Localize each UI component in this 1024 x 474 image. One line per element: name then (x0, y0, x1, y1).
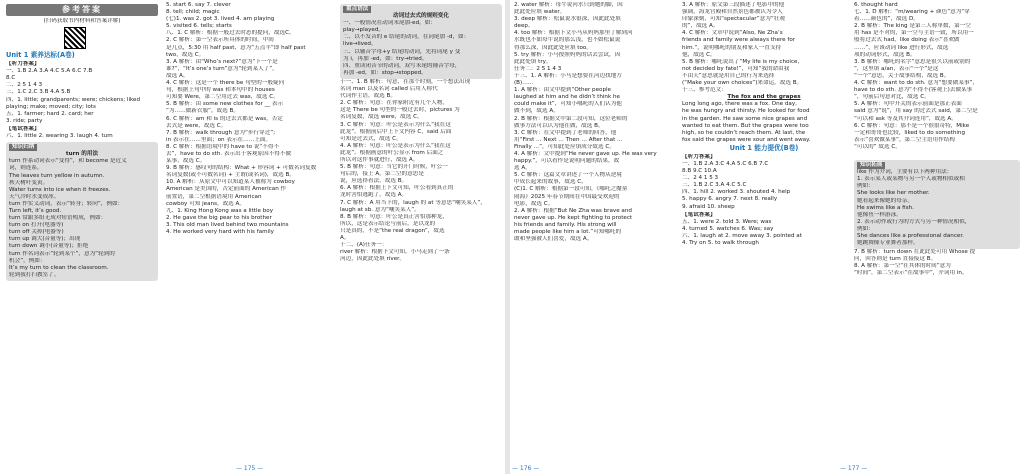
knowledge-box-tag: 知识归纳 (9, 144, 37, 151)
answer-key-header: 参考答案 (6, 4, 158, 16)
right-column-3: 6. thought hard 七、1. D 解析：“m/wearing + 颜色”意为“穿 着……颜色的”，故选 D。 2. B 解析：The king 是第三人称单数，第一空 用 has 是不对的，第一空与主语一致，所以用一 般将过去式 had，like doing 表示“喜欢做 ……”，应该动词 like 进行形式，故选 项的动词形式，故选 B。 3. B 解析：哪吒的名字“意思是很久以前或别的 ”，这里填 a/an，表示“一个”是这 “一个”意思，关于故事结构，故选 B。 4. C 解析：want to do sth. 意为“想要做某事”， have to do sth. 意为“不得不(客观上)去做某事 ”，句前后句意对比，故选 C。 5. A 解析：句中开关的表示前面是那正表面 said 意为“说”，用 say 的过去式 said，第二空是 “可以和 ask 等及其介词连用”，故选 A。 6. C 解析：句意：那不是一个很很奇特，Mike 一定和哥哥也比较，liked to do something 表示“喜欢做某事”，第二空主语用作结构 “可以的” 故选 C。 知识拓展 like 作为介词，主要有以下两种用法： 1. 表示某人或某物与另一个人或物相似或相 例如： She looks like her mother. 她看起来像她的母亲。 He swims like a fish. 他像鱼一样游泳。 2. 表示动作或行为的方式与另一种情况相似， 例如： She dances like a professional dancer. 她跳舞像专业舞者那样。 7. B 解析：turn down 在此此处可用 Whose 提 问，回答则是 turn 直接接这 B。 8. A 解析：第一空“在其体的时间”意为 “时间”，第二空表示“在故事中”，介词用 in。 (854, 2, 1020, 278)
written-section-title: 【笔试答案】 (6, 125, 40, 132)
written-section-title-b: 【笔试答案】 (682, 211, 716, 218)
listening-section-title-b: 【听力答案】 (682, 153, 716, 160)
right-column-2: 3. A 解析：原文第三段描述了电影中的他 强调，海龙宫殿和自然景色都被认为令人 印象深刻，可知“spectacular”意为“壮观 的”，故选 A。 4. C 解析：文章中说到“Also, Ne Zha’s friends and family were always there for him.”，说明哪吒的朋友和家人一直支持 他，故选 C。 5. B 解析：哪吒说出了“My life is my choice, not decided by fate!”，可知“我的命由我 不由天”意思就是用自己的行为来选择 (“Make your own choices”)来命运，故选 B。 十三、参考范文： The fox and the grapes Long long ago, there was a fox. One day, he was hungry and thirsty. He looked for food in the garden. He saw some nice grapes and wanted to eat them. But the grapes were too high, so he couldn’t reach them. At last, the fox said the grapes were sour and went away. Unit 1 能力提优(B卷) 【听力答案】 一、1.B 2.A 3.C 4.A 5.C 6.B 7.C 8.B 9.C 10.A 二、2 4 1 5 3 三、1.B 2.C 3.A 4.C 5.C 四、1. hill 2. worked 3. shouted 4. help 5. happy 6. angry 7. next 8. really 9. afraid 10. sheep 【笔试答案】 五、1. were 2. told 3. Were; was 4. turned 5. watches 6. Was; say 六、1. laugh at 2. move away 3. pointed at 4. Try on 5. to walk through (682, 2, 846, 247)
page-number: — 175 — (236, 465, 264, 472)
left-column-2: 5. start 6. say 7. clever 8. tell; child; magic (七)1. was 2. got 3. lived 4. am playing 5. visited 6. tells; starts 八、1. C 解析：根据一般过去时态的提问，故选C。 2. C 解析：第一空表示所具体的时间，中间 是几点，5:30 用 half past，意为“五点半”即 half past two，故选 C。 3. A 解析：由“Who’s next?”意为“下一个是 谁?”，“It’s one’s turn”意为“轮到某人了”， 故选 A。 4. C 解析：这是一个 there be 句型的一般疑问 句，根据上句中的 was 和本句中的 houses 可知要 Were，第二空用过去 was，故选 C。 5. B 解析：由 some new clothes for __ 表示 “为……做新衣服”，故选 B。 6. C 解析：am 和 is 的过去式都是 was，否定 去式是 were，故选 C。 7. B 解析：walk through 意为“步行穿过”; in 表示在……里面；on 表示在……上面。 8. C 解析：根据语境中的 have to 说“不得不 去”，have to do sth. 表示出于客观原因不得不做 某事，故选 C。 9. B 解析：感叹句的结构：What + 形容词 + 可数名词复数 名词复数(或不可数名词) + 主谓(或名词)，故选 B。 10. A 解析：从原文中可以知道某人被称为 cowboy American 是美国的，否定前面的 American 作 前置语，第二空根据语境用 American cowboy 可知 jeans，故选 A。 九、1. King Hong Kong was a little boy 2. He gave the big pear to his brother 3. This old man lived behind two mountains 4. He worked very hard with his family (166, 2, 317, 235)
grammar-box: 重点语法 动词过去式的规则变化 一、一般情况在动词末尾加-ed，如： play→played。 二、以不发音的 e 结尾的动词，在词尾加 -d，如： live→lived。 三、以辅音字母+y 结尾的动词，先将词尾 y 变 为 i，再加 -ed，如：try→tried。 四、重读闭音节的动词，双写末尾的辅音字母， 再加 -ed，如：stop→stopped。 (340, 4, 502, 79)
listening-answers: 一、1.B 2.A 3.A 4.C 5.A 6.C 7.B 8.C 二、2 5 1 4 3 三、1.C 2.C 3.B 4.A 5.B 四、1. little; grandparents; were; chickens; liked playing; make; moved; city; lots 五、1. farmer; hard 2. card; her 3. ride; party (6, 68, 141, 124)
right-page (510, 0, 1024, 474)
unit-title-b: Unit 1 能力提优(B卷) (729, 143, 799, 152)
knowledge-box-title: turn 的用法 (65, 151, 99, 158)
answer-key-subtitle: (扫码获取书内材料和答案详解) (43, 18, 121, 24)
left-column-3: 重点语法 动词过去式的规则变化 一、一般情况在动词末尾加-ed，如： play→played。 二、以不发音的 e 结尾的动词，在词尾加 -d，如： live→lived。 三、以辅音字母+y 结尾的动词，先将词尾 y 变 为 i，再加 -ed，如：try→tried。 四、重读闭音节的动词，双写末尾的辅音字母， 再加 -ed，如：stop→stopped。 十一、1. B 解析：句意，在那个时刻，一个想法出现 名词 man 以及名词 called 后用人称代 代词作主语，故选 B。 2. C 解析：句意：在你家附近有几个人物， 这是 There be 句型的一般过去时，pictures 为 名词复数，故选 were，故选 C。 3. C 解析：句意：叶公是表示为什么“我在这 此龙”。根据前后中上下文内容 C，said 后面 可知是过去式，故选 C。 4. A 解析：句意：叶公是表示为什么“我在这 此龙”。根据画意的叶公显示 from 后面之 所以对这件事就进行，故选 A。 5. B 解析：句意：当它的开门时候，叶公一 句后的，接上 A，第二空的意思是 说，应选择看法，故选 B。 6. A 解析：根据上下文可知，叶公看到真正的 龙时害怕逃跑了，故选 A。 7. C 解析：A 用当下的，laugh 的 at 等意思“嘲笑某人”， laugh at sb. 意为“嘲笑某人”。 8. B 解析：句意：叶公是真正害怕那种龙， 所以，这是表示结论与前后，是以龙的 只是真的，不是“the real dragon”，故选 A。 十二、(A)任务一： river 解析：根据下文可知，小马走到了一条 河边，因此此处填 river。 (340, 2, 502, 263)
page-number-right-2: — 177 — (840, 465, 868, 472)
listening-section-title: 【听力答案】 (6, 61, 40, 68)
knowledge-box: 知识归纳 turn 的用法 turn 作系动词表示“变得”，和 become 是近义 词，则连系。 The leaves turn yellow in autumn. 秋天树叶变黄。 Water turns into ice when it freezes. 天气冷时水变成冰。 turn 作实义动词，表示“转身；转向”，例如： Turn left, it’s good. turn 常跟多组无成对短语构成，例如： turn on 打开(电器等) turn off 关掉(电器等) turn up 调大(音量等)；出现 turn down 调小(音量等)；拒绝 turn 作名词表示“轮到某个”，意为“轮到的 机会”，例如： It’s my turn to clean the classroom. 轮到我打扫教室了。 (6, 142, 158, 281)
qr-code-icon (64, 27, 86, 49)
unit-title: Unit 1 素养达标(A卷) (6, 51, 75, 60)
left-page (0, 0, 505, 474)
written-answer-line: 六、1. little 2. wearing 3. laugh 4. tum (6, 133, 113, 140)
grammar-box-title: 动词过去式的规则变化 (393, 13, 449, 20)
page-number-right: — 176 — (512, 465, 540, 472)
extension-box-tag: 知识拓展 (857, 162, 885, 169)
extension-box: 知识拓展 like 作为介词，主要有以下两种用法： 1. 表示某人或某物与另一个人或物相似或相 例如： She looks like her mother. 她看起来像她的母亲。 He swims like a fish. 他像鱼一样游泳。 2. 表示动作或行为的方式与另一种情况相似， 例如： She dances like a professional dancer. 她跳舞像专业舞者那样。 (854, 160, 1020, 249)
grammar-box-tag: 重点语法 (343, 6, 371, 13)
left-column-1 (6, 2, 158, 281)
right-column-1: 2. water 解析：母牛说河水只到她的脚，因 此此处应填 water。 3. deep 解析：松鼠说水很深，因此此处填 deep。 4. too 解析：根据下文小马从妈妈那里了解到河 水既也不如母牛说的那么浅，也不如松鼠说 得那么深，因此此处应填 too。 5. try 解析：小马按照妈妈的话去尝试，因 此此处填 try。 任务二：2 5 1 4 3 十三、1. A 解析：小马是想要在河边找地方 (B)…… 1. A 解析：由文中提到“Other people laughed at him and he didn’t think he could make it”，可知小哪吒的人们认为他 做不到，故选 A。 2. B 解析：根据文中第二段可知，这位老师的 做事方法可以认为他在做，故选 B。 3. C 解析：在文中提到了老师的回答，他 用“First … Next … Then … After that … Finally …”，可知此处应填成分故选 C。 4. A 解析：文中提到“He never gave up. He was very happy.”，可以看作是说明问题的结果，故 选 A。 5. C 解析：这篇文章讲述了一个人物从逆境 中成长起来的故事，故选 C。 (C)1. C 解析：根据第一段可知，《哪吒之魔童 闹海》2025 年春节期间在中国最受欢迎的 电影，故选 C。 2. A 解析：根据“But Ne Zha was brave and never gave up. He kept fighting to protect his friends and family. His strong will made people like him a lot.”可知哪吒的 敢和坚强被人们喜爱，故选 A。 (514, 2, 657, 243)
story-title: The fox and the grapes (727, 94, 801, 101)
